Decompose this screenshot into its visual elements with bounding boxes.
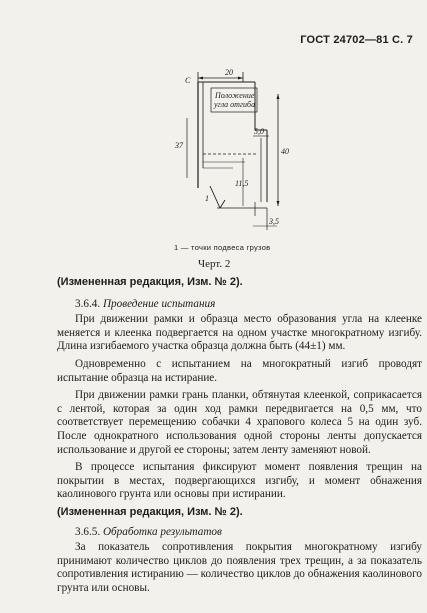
- dim-37-label: 37: [175, 141, 183, 150]
- dim-40-label: 40: [281, 147, 289, 156]
- section-3-6-5-heading: [57, 526, 422, 540]
- box-label-1: Положение: [215, 91, 255, 100]
- section-number: 3.6.5.: [75, 525, 103, 538]
- paragraph: За показатель сопротивления покрытия многократному изгибу принимают количество циклов до появления трех трещин, а за показатель сопротивления истиранию — количество циклов до обнажения каолинового грунта или основы.: [57, 541, 422, 594]
- dim-11-label: 11,5: [235, 179, 249, 188]
- paragraph: При движении рамки грань планки, обтянутая клеенкой, соприкасается с лентой, которая за один ход рамки передвигается на 0,5 мм, что соответствует перемещению собачки 4 храпового колеса 5 на один зуб. После однократного использования одной стороны ленты допускается использование и другой ее стороны; затем ленту заменяют новой.: [57, 389, 422, 456]
- section-3-6-4-heading: [57, 298, 422, 312]
- dim-5-label: 5,0: [254, 127, 264, 136]
- amendment-note-2: (Измененная редакция, Изм. № 2).: [57, 505, 243, 518]
- drawing-2: [165, 58, 295, 240]
- section-title: Обработка результатов: [102, 525, 222, 538]
- dim-35-label: 3,5: [269, 217, 279, 226]
- c-mark: С: [185, 76, 191, 85]
- figure-caption: 1 — точки подвеса грузов: [174, 243, 271, 252]
- box-label-2: угла отгиба: [214, 100, 256, 109]
- dim-width-label: 20: [225, 68, 233, 77]
- figure-number: Черт. 2: [198, 258, 231, 270]
- paragraph: Одновременно с испытанием на многократный изгиб проводят испытание образца на истирание.: [57, 357, 422, 384]
- page-header: ГОСТ 24702—81 С. 7: [300, 34, 413, 46]
- point-1-label: 1: [205, 194, 209, 203]
- paragraph: В процессе испытания фиксируют момент появления трещин на покрытии в местах, подвергающихся изгибу, и момент обнажения каолинового грунта или основы при истирании.: [57, 461, 422, 501]
- paragraph: При движении рамки и образца место образования угла на клеенке меняется и клеенка подвергается на одном участке многократному изгибу. Длина изгибаемого участка образца должна быть (44±1) мм.: [57, 313, 422, 353]
- body-text: [57, 276, 422, 599]
- amendment-note-1: (Измененная редакция, Изм. № 2).: [57, 276, 243, 288]
- section-number: 3.6.4.: [75, 297, 103, 310]
- section-title: Проведение испытания: [102, 297, 216, 310]
